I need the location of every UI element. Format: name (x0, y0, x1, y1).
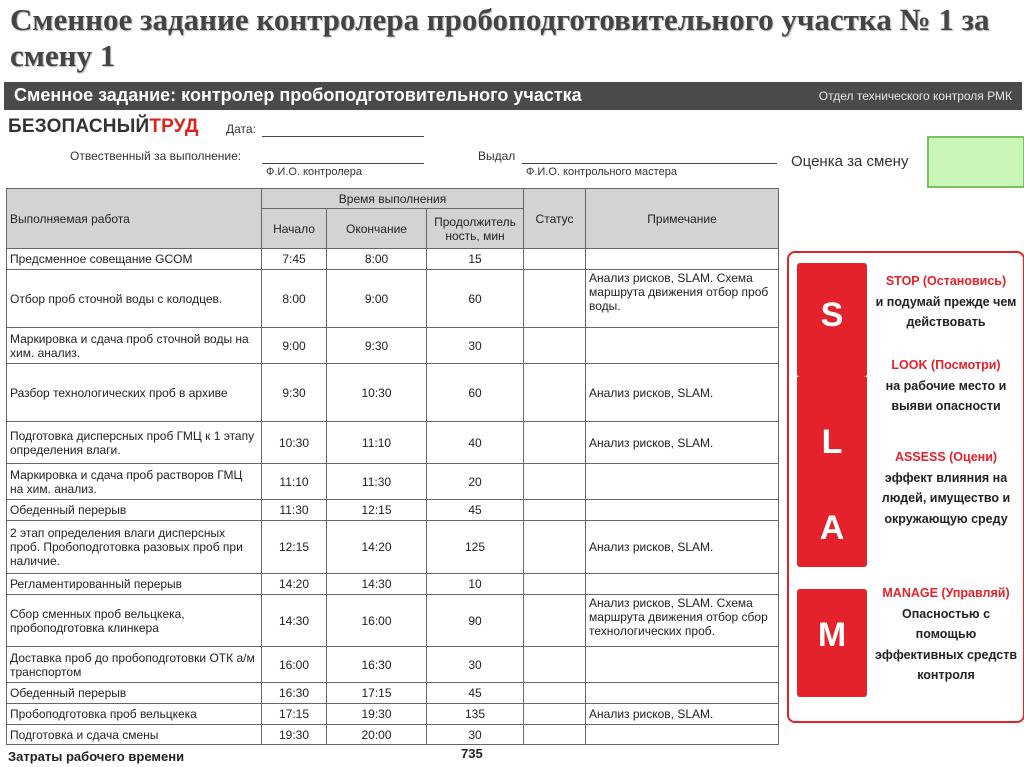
grade-box[interactable] (927, 136, 1024, 188)
cell-work: Обеденный перерыв (7, 683, 262, 704)
cell-duration: 20 (427, 464, 524, 500)
cell-work: Маркировка и сдача проб растворов ГМЦ на хим. анализ. (7, 464, 262, 500)
grade-label: Оценка за смену (791, 153, 909, 170)
cell-note (586, 574, 779, 595)
cell-work: Сбор сменных проб вельцкека, пробоподготовка клинкера (7, 595, 262, 647)
cell-work: Маркировка и сдача проб сточной воды на хим. анализ. (7, 328, 262, 364)
table-row (7, 328, 779, 364)
cell-end: 11:30 (327, 464, 427, 500)
slam-stop-block (873, 271, 1019, 333)
cell-start: 14:20 (262, 574, 327, 595)
bezopasny-trud-logo (8, 116, 199, 138)
cell-note (586, 249, 779, 270)
slam-assess-block (873, 447, 1019, 529)
cell-note (586, 647, 779, 683)
slam-look-heading: LOOK (Посмотри) (891, 358, 1001, 372)
slam-panel (787, 251, 1024, 723)
cell-start: 11:10 (262, 464, 327, 500)
slam-assess-text: эффект влияния на людей, имущество и окружающую среду (881, 470, 1011, 526)
slam-look-block (873, 355, 1019, 417)
cell-start: 17:15 (262, 704, 327, 725)
task-table (6, 188, 779, 745)
cell-start: 8:00 (262, 270, 327, 328)
cell-status[interactable] (524, 270, 586, 328)
cell-note: Анализ рисков, SLAM. (586, 521, 779, 574)
cell-work: Подготовка дисперсных проб ГМЦ к 1 этапу определения влаги. (7, 422, 262, 464)
cell-end: 19:30 (327, 704, 427, 725)
cell-status[interactable] (524, 364, 586, 422)
cell-start: 11:30 (262, 500, 327, 521)
cell-end: 9:30 (327, 328, 427, 364)
cell-start: 10:30 (262, 422, 327, 464)
cell-end: 8:00 (327, 249, 427, 270)
cell-note (586, 683, 779, 704)
cell-start: 9:00 (262, 328, 327, 364)
cell-end: 14:20 (327, 521, 427, 574)
cell-duration: 40 (427, 422, 524, 464)
cell-status[interactable] (524, 574, 586, 595)
slam-letter-a: A (819, 509, 845, 547)
header-start: Начало (262, 209, 327, 249)
slam-letter-s: S (797, 263, 867, 377)
slide-title: Сменное задание контролера пробоподготовительного участка № 1 за смену 1 (10, 2, 990, 73)
cell-duration: 30 (427, 725, 524, 745)
cell-end: 12:15 (327, 500, 427, 521)
cell-start: 9:30 (262, 364, 327, 422)
table-row (7, 422, 779, 464)
cell-work: Разбор технологических проб в архиве (7, 364, 262, 422)
form-header-bar (4, 82, 1022, 110)
header-work: Выполняемая работа (7, 189, 262, 249)
cell-status[interactable] (524, 500, 586, 521)
header-end: Окончание (327, 209, 427, 249)
slam-manage-text: Опасностью с помощью эффективных средств контроля (874, 606, 1018, 682)
cell-status[interactable] (524, 328, 586, 364)
slam-stop-text: и подумай прежде чем действовать (875, 294, 1017, 329)
table-row (7, 364, 779, 422)
header-time: Время выполнения (262, 189, 524, 209)
cell-note (586, 328, 779, 364)
cell-note: Анализ рисков, SLAM. (586, 364, 779, 422)
cell-note: Анализ рисков, SLAM. (586, 704, 779, 725)
cell-end: 17:15 (327, 683, 427, 704)
issued-field[interactable] (522, 163, 777, 164)
cell-start: 16:00 (262, 647, 327, 683)
cell-note (586, 725, 779, 745)
cell-status[interactable] (524, 647, 586, 683)
cell-note: Анализ рисков, SLAM. (586, 422, 779, 464)
cell-end: 20:00 (327, 725, 427, 745)
cell-status[interactable] (524, 595, 586, 647)
slam-letter-m: M (797, 589, 867, 697)
responsible-label: Отвественный за выполнение: (70, 149, 242, 163)
cell-duration: 60 (427, 270, 524, 328)
table-row (7, 500, 779, 521)
slam-stop-heading: STOP (Остановись) (885, 274, 1007, 288)
cell-end: 16:30 (327, 647, 427, 683)
table-row (7, 595, 779, 647)
cell-status[interactable] (524, 704, 586, 725)
slam-manage-heading: MANAGE (Управляй) (882, 586, 1010, 600)
cell-work: Обеденный перерыв (7, 500, 262, 521)
cell-status[interactable] (524, 422, 586, 464)
cell-end: 14:30 (327, 574, 427, 595)
cell-work: Пробоподготовка проб вельцкека (7, 704, 262, 725)
issued-caption: Ф.И.О. контрольного мастера (526, 166, 677, 178)
cell-work: Регламентированный перерыв (7, 574, 262, 595)
table-row (7, 464, 779, 500)
responsible-field[interactable] (262, 163, 424, 164)
cell-duration: 60 (427, 364, 524, 422)
table-row (7, 249, 779, 270)
logo-part1: БЕЗОПАСНЫЙ (8, 116, 150, 137)
cell-start: 14:30 (262, 595, 327, 647)
cell-start: 19:30 (262, 725, 327, 745)
cell-start: 7:45 (262, 249, 327, 270)
table-row (7, 521, 779, 574)
total-value: 735 (461, 746, 483, 761)
cell-duration: 15 (427, 249, 524, 270)
cell-note (586, 464, 779, 500)
table-row (7, 725, 779, 745)
cell-duration: 135 (427, 704, 524, 725)
slam-assess-heading: ASSESS (Оцени) (894, 450, 998, 464)
cell-status[interactable] (524, 521, 586, 574)
cell-duration: 10 (427, 574, 524, 595)
logo-part2: ТРУД (149, 116, 199, 137)
table-row (7, 647, 779, 683)
cell-duration: 45 (427, 500, 524, 521)
header-status: Статус (524, 189, 586, 249)
cell-end: 10:30 (327, 364, 427, 422)
cell-work: Отбор проб сточной воды с колодцев. (7, 270, 262, 328)
cell-status[interactable] (524, 249, 586, 270)
cell-work: Доставка проб до пробоподготовки ОТК а/м транспортом (7, 647, 262, 683)
cell-end: 16:00 (327, 595, 427, 647)
total-label: Затраты рабочего времени (8, 749, 185, 764)
cell-status[interactable] (524, 683, 586, 704)
date-label: Дата: (226, 122, 256, 136)
cell-note: Анализ рисков, SLAM. Схема маршрута движения отбор проб воды. (586, 270, 779, 328)
issued-label: Выдал (478, 149, 516, 163)
cell-duration: 30 (427, 328, 524, 364)
header-note: Примечание (586, 189, 779, 249)
cell-work: Предсменное совещание GCOM (7, 249, 262, 270)
cell-note: Анализ рисков, SLAM. Схема маршрута движения отбор сбор технологических проб. (586, 595, 779, 647)
cell-duration: 30 (427, 647, 524, 683)
department-label: Отдел технического контроля РМК (818, 89, 1012, 103)
cell-work: 2 этап определения влаги дисперсных проб. Пробоподготовка разовых проб при наличие. (7, 521, 262, 574)
cell-duration: 45 (427, 683, 524, 704)
form-title: Сменное задание: контролер пробоподготовительного участка (14, 85, 582, 105)
cell-work: Подготовка и сдача смены (7, 725, 262, 745)
cell-start: 16:30 (262, 683, 327, 704)
cell-status[interactable] (524, 464, 586, 500)
table-row (7, 683, 779, 704)
cell-duration: 125 (427, 521, 524, 574)
cell-start: 12:15 (262, 521, 327, 574)
slam-letter-la (797, 377, 867, 567)
table-row (7, 270, 779, 328)
slam-letter-l: L (821, 423, 843, 461)
slam-look-text: на рабочие место и выяви опасности (885, 378, 1007, 413)
cell-duration: 90 (427, 595, 524, 647)
slam-manage-block (873, 583, 1019, 686)
cell-end: 11:10 (327, 422, 427, 464)
cell-note (586, 500, 779, 521)
cell-end: 9:00 (327, 270, 427, 328)
date-field[interactable] (262, 136, 424, 137)
table-row (7, 574, 779, 595)
table-row (7, 704, 779, 725)
header-duration: Продолжитель ность, мин (427, 209, 524, 249)
cell-status[interactable] (524, 725, 586, 745)
responsible-caption: Ф.И.О. контролера (266, 166, 362, 178)
